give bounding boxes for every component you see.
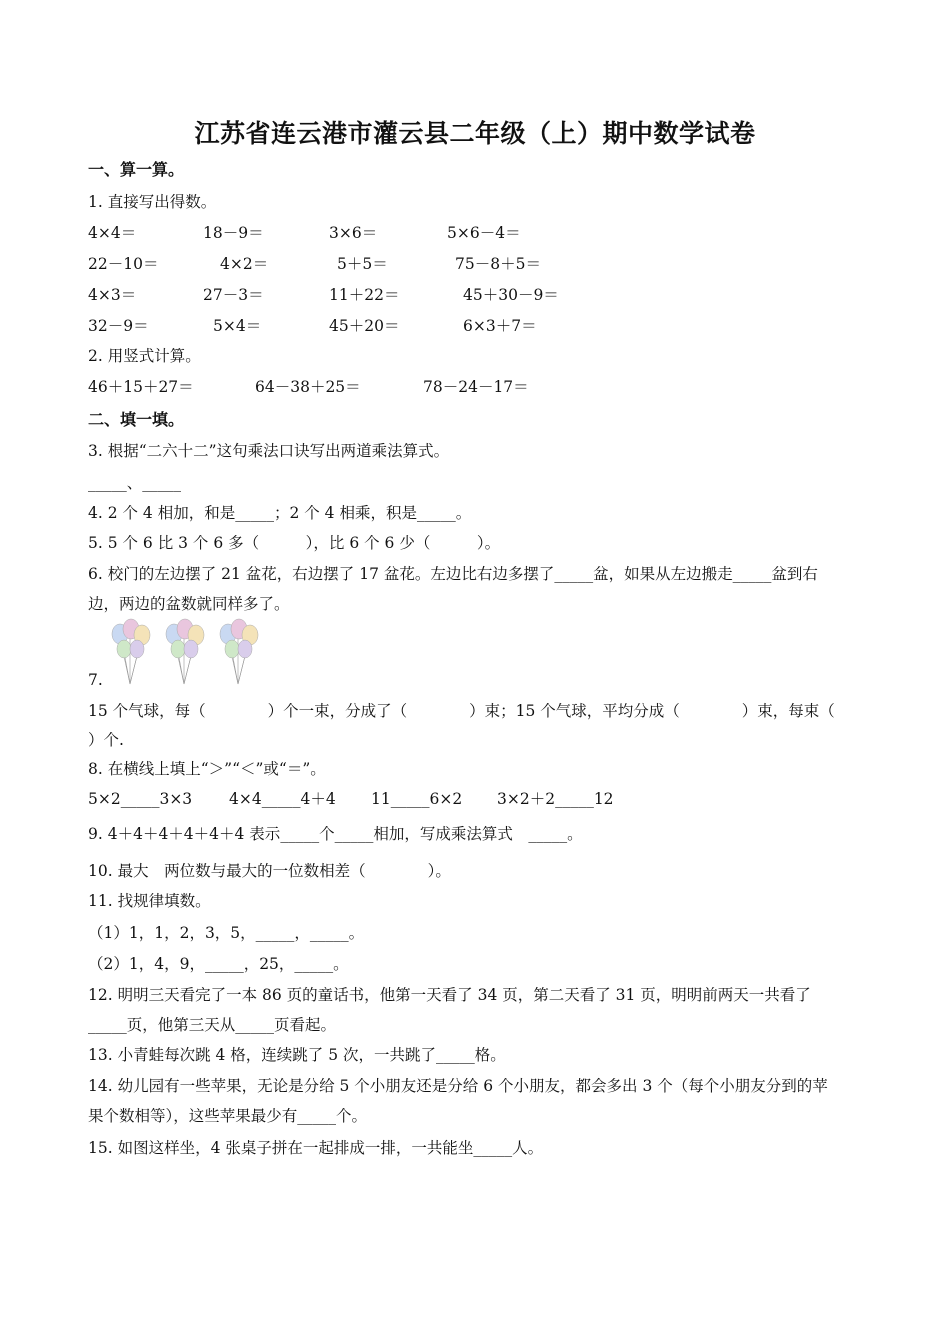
compare-item: 4×4_____4＋4 [229, 790, 336, 808]
balloon [130, 640, 144, 658]
calc-cell: 5×4＝ [213, 317, 262, 335]
calc-cell: 75－8＋5＝ [455, 255, 541, 273]
section-1-heading: 一、算一算。 [88, 160, 185, 179]
calc-cell: 11＋22＝ [329, 286, 400, 304]
question-11-part2: （2）1，4，9，_____，25，_____。 [88, 955, 349, 973]
calc-cell: 3×6＝ [329, 224, 378, 242]
question-15: 15. 如图这样坐，4 张桌子拼在一起排成一排，一共能坐_____人。 [88, 1139, 544, 1157]
calc-cell: 18－9＝ [203, 224, 264, 242]
calc-cell: 27－3＝ [203, 286, 264, 304]
question-7-line2: ）个. [88, 731, 124, 749]
question-8: 8. 在横线上填上“＞”“＜”或“＝”。 [88, 760, 326, 778]
question-14-line1: 14. 幼儿园有一些苹果，无论是分给 5 个小朋友还是分给 6 个小朋友，都会多出 3 个（每个小朋友分到的苹 [88, 1077, 828, 1095]
question-12-line1: 12. 明明三天看完了一本 86 页的童话书，他第一天看了 34 页，第二天看了 31 页，明明前两天一共看了 [88, 986, 811, 1004]
calc-cell: 4×3＝ [88, 286, 137, 304]
question-9: 9. 4＋4＋4＋4＋4＋4 表示_____个_____相加，写成乘法算式 _____。 [88, 825, 583, 843]
question-3-answer: _____、_____ [88, 474, 182, 492]
calc-cell: 45＋20＝ [329, 317, 400, 335]
question-10: 10. 最大 两位数与最大的一位数相差（ ）。 [88, 862, 451, 880]
question-11: 11. 找规律填数。 [88, 892, 211, 910]
question-5: 5. 5 个 6 比 3 个 6 多（ ），比 6 个 6 少（ ）。 [88, 534, 501, 552]
balloons-image [106, 618, 266, 690]
calc-cell: 45＋30－9＝ [463, 286, 559, 304]
question-7-number: 7. [88, 671, 103, 689]
vertical-calc: 46＋15＋27＝ [88, 378, 194, 396]
vertical-calc: 78－24－17＝ [423, 378, 529, 396]
calc-cell: 4×2＝ [220, 255, 269, 273]
question-1: 1. 直接写出得数。 [88, 193, 217, 211]
compare-item: 11_____6×2 [371, 790, 463, 808]
section-2-heading: 二、填一填。 [88, 410, 185, 429]
question-13: 13. 小青蛙每次跳 4 格，连续跳了 5 次，一共跳了_____格。 [88, 1046, 506, 1064]
calc-cell: 5＋5＝ [337, 255, 388, 273]
question-4: 4. 2 个 4 相加，和是_____；2 个 4 相乘，积是_____。 [88, 504, 472, 522]
question-6-line2: 边，两边的盆数就同样多了。 [88, 595, 290, 613]
question-14-line2: 果个数相等），这些苹果最少有_____个。 [88, 1107, 368, 1125]
question-6-line1: 6. 校门的左边摆了 21 盆花，右边摆了 17 盆花。左边比右边多摆了_____盆，如果从左边搬走_____盆到右 [88, 565, 818, 583]
calc-cell: 6×3＋7＝ [463, 317, 537, 335]
question-12-line2: _____页，他第三天从_____页看起。 [88, 1016, 337, 1034]
question-11-part1: （1）1，1，2，3，5，_____，_____。 [88, 924, 365, 942]
question-7-line1: 15 个气球，每（ ）个一束，分成了（ ）束；15 个气球，平均分成（ ）束，每束（ [88, 702, 835, 720]
balloon [117, 640, 131, 658]
calc-cell: 4×4＝ [88, 224, 137, 242]
calc-cell: 32－9＝ [88, 317, 149, 335]
compare-item: 5×2_____3×3 [88, 790, 193, 808]
page-title: 江苏省连云港市灌云县二年级（上）期中数学试卷 [194, 119, 756, 148]
compare-item: 3×2＋2_____12 [497, 790, 614, 808]
question-2: 2. 用竖式计算。 [88, 347, 201, 365]
balloon-bunch [112, 619, 150, 684]
question-3: 3. 根据“二六十二”这句乘法口诀写出两道乘法算式。 [88, 442, 450, 460]
vertical-calc: 64－38＋25＝ [255, 378, 361, 396]
calc-cell: 5×6－4＝ [447, 224, 521, 242]
calc-cell: 22－10＝ [88, 255, 159, 273]
